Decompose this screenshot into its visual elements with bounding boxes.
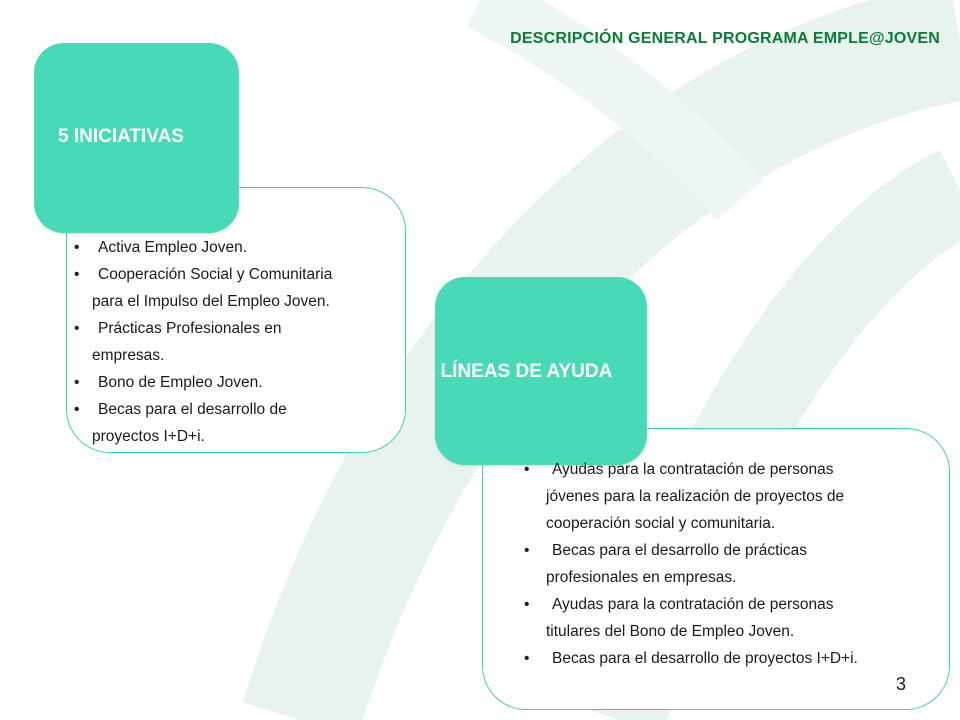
list-item — [92, 396, 408, 450]
list-item — [98, 369, 408, 396]
aid-lines-list — [546, 456, 947, 672]
slide-title: DESCRIPCIÓN GENERAL PROGRAMA EMPLE@JOVEN — [510, 30, 940, 47]
list-item-line: proyectos I+D+i. — [92, 428, 205, 445]
list-item-line: • Ayudas para la contratación de personas — [552, 461, 834, 478]
list-item-line: para el Impulso del Empleo Joven. — [92, 293, 330, 310]
list-item-line: • Ayudas para la contratación de personas — [552, 596, 834, 613]
list-item-line: empresas. — [92, 347, 165, 364]
list-item-line: • Bono de Empleo Joven. — [98, 374, 263, 391]
list-item-line: jóvenes para la realización de proyectos de — [546, 488, 845, 505]
aid-lines-title: . LÍNEAS DE AYUDA — [430, 361, 613, 382]
list-item — [552, 645, 947, 672]
list-item — [98, 234, 408, 261]
initiatives-title: 5 INICIATIVAS — [58, 126, 184, 147]
list-item-line: • Becas para el desarrollo de proyectos I+D+i. — [552, 650, 858, 667]
list-item — [546, 591, 947, 645]
list-item-line: titulares del Bono de Empleo Joven. — [546, 623, 795, 640]
list-item-line: • Cooperación Social y Comunitaria — [98, 266, 333, 283]
page-number: 3 — [896, 674, 907, 694]
list-item-line: • Becas para el desarrollo de — [98, 401, 287, 418]
list-item — [92, 315, 408, 369]
initiatives-list — [92, 234, 408, 450]
list-item-line: cooperación social y comunitaria. — [546, 515, 776, 532]
list-item-line: profesionales en empresas. — [546, 569, 737, 586]
list-item-line: • Prácticas Profesionales en — [98, 320, 282, 337]
list-item-line: • Becas para el desarrollo de prácticas — [552, 542, 808, 559]
list-item — [92, 261, 408, 315]
list-item — [546, 456, 947, 537]
list-item — [546, 537, 947, 591]
list-item-line: • Activa Empleo Joven. — [98, 239, 248, 256]
